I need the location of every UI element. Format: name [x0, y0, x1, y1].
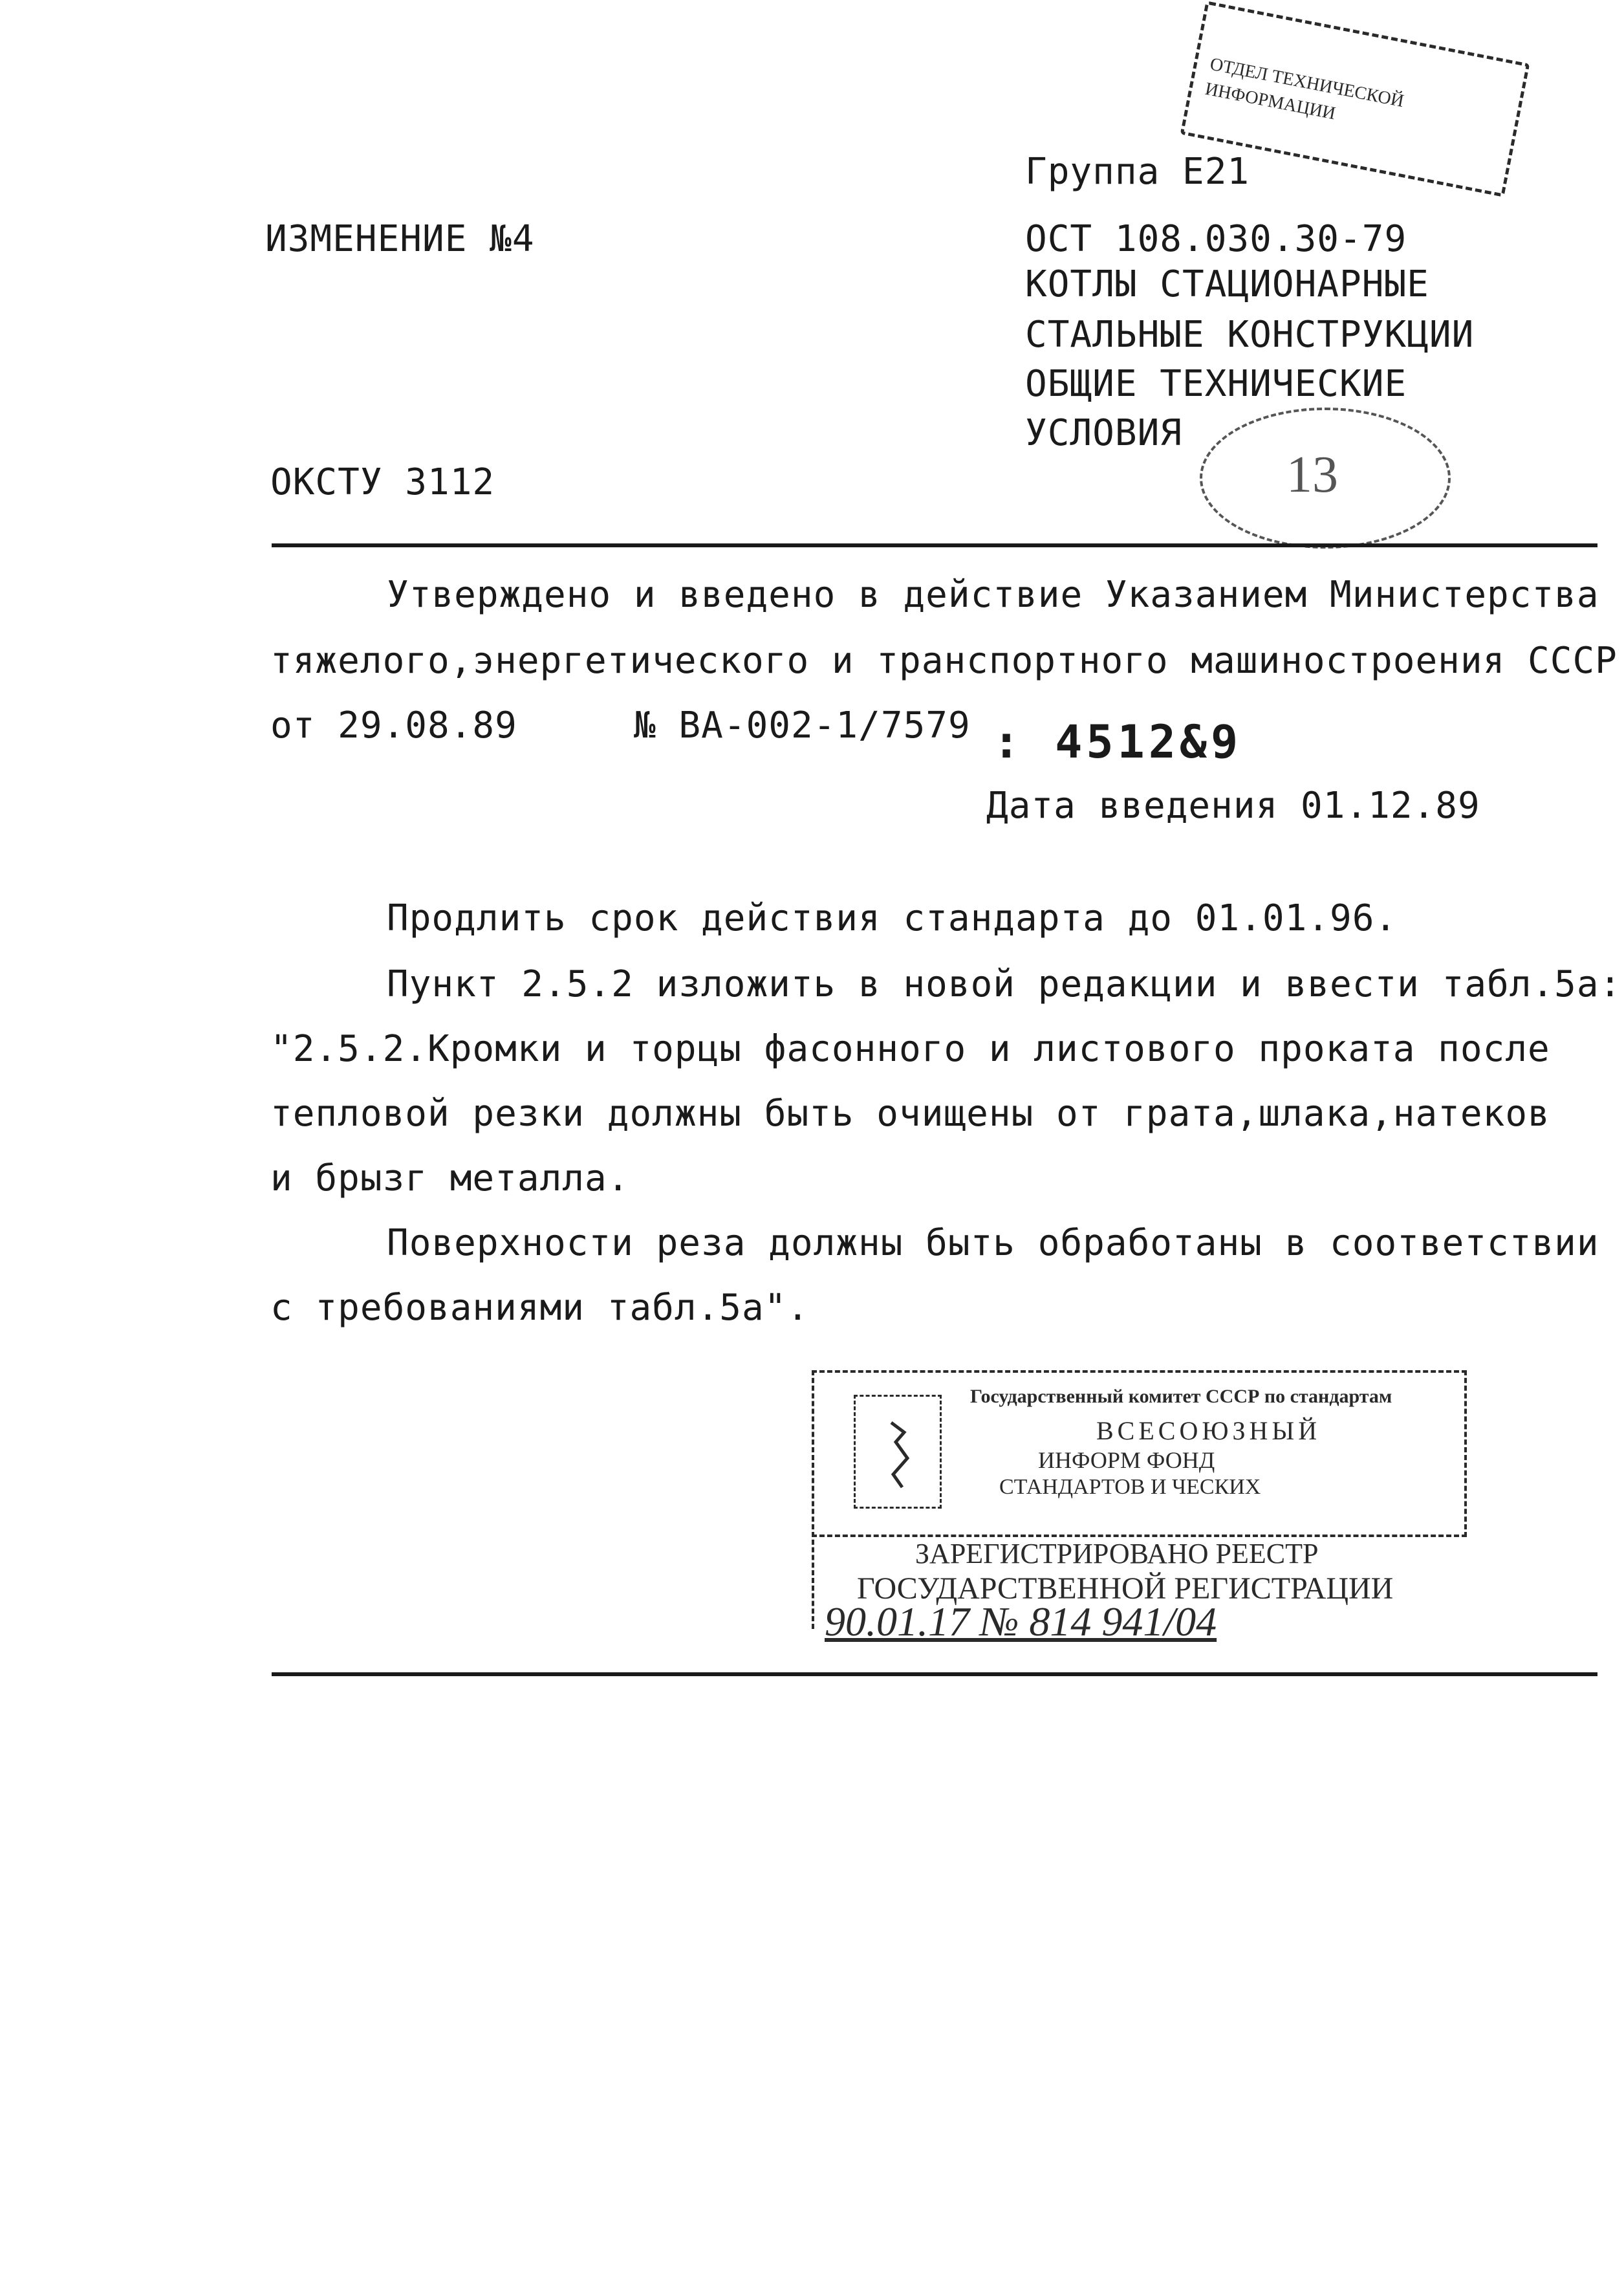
stamp-line: ГОСУДАРСТВЕННОЙ РЕГИСТРАЦИИ [857, 1571, 1394, 1606]
standard-line: УСЛОВИЯ [1025, 412, 1183, 454]
approval-number: № ВА-002-1/7579 [634, 705, 971, 747]
bottom-divider [272, 1672, 1597, 1676]
body-line: и брызг металла. [270, 1157, 630, 1199]
round-stamp [1200, 408, 1451, 549]
stamp-line: ИНФОРМ ФОНД [1038, 1447, 1215, 1473]
stamp-line: СТАНДАРТОВ И ЧЕСКИХ [999, 1475, 1261, 1499]
body-line: Продлить срок действия стандарта до 01.01.96. [387, 897, 1398, 939]
approval-line: тяжелого,энергетического и транспортного машиностроения СССР [270, 640, 1618, 682]
body-line: "2.5.2.Кромки и торцы фасонного и листового проката после [270, 1028, 1550, 1070]
standard-line: КОТЛЫ СТАЦИОНАРНЫЕ [1025, 263, 1429, 305]
top-divider [272, 543, 1597, 547]
okstu-code: ОКСТУ 3112 [270, 461, 495, 503]
stamp-line: ЗАРЕГИСТРИРОВАНО РЕЕСТР [915, 1538, 1319, 1569]
registration-stamp [812, 1370, 1465, 1644]
group-code: Группа Е21 [1025, 151, 1250, 193]
body-line: тепловой резки должны быть очищены от грата,шлака,натеков [270, 1093, 1550, 1135]
introduction-date: Дата введения 01.12.89 [986, 785, 1480, 827]
stamp-lower-border [812, 1532, 819, 1629]
emblem-icon [854, 1395, 942, 1509]
approval-date: от 29.08.89 [270, 705, 517, 747]
standard-line: ОБЩИЕ ТЕХНИЧЕСКИЕ [1025, 363, 1407, 405]
standard-line: ОСТ 108.030.30-79 [1025, 218, 1407, 260]
stamped-number: : 4512&9 [993, 715, 1242, 769]
body-line: с требованиями табл.5а". [270, 1287, 810, 1329]
registration-number: 90.01.17 № 814 941/04 [825, 1599, 1217, 1644]
change-title: ИЗМЕНЕНИЕ №4 [265, 218, 535, 260]
body-line: Пункт 2.5.2 изложить в новой редакции и ввести табл.5а: [387, 963, 1622, 1005]
round-stamp-text: 13 [1286, 446, 1338, 503]
standard-line: СТАЛЬНЫЕ КОНСТРУКЦИИ [1025, 314, 1475, 356]
stamp-line: ВСЕСОЮЗНЫЙ [1096, 1416, 1321, 1445]
department-stamp-text: ОТДЕЛ ТЕХНИЧЕСКОЙ ИНФОРМАЦИИ [1203, 54, 1406, 124]
stamp-committee: Государственный комитет СССР по стандартам [970, 1386, 1392, 1407]
body-line: Поверхности реза должны быть обработаны в соответствии [387, 1222, 1599, 1264]
approval-line: Утверждено и введено в действие Указанием Министерства [387, 574, 1599, 616]
